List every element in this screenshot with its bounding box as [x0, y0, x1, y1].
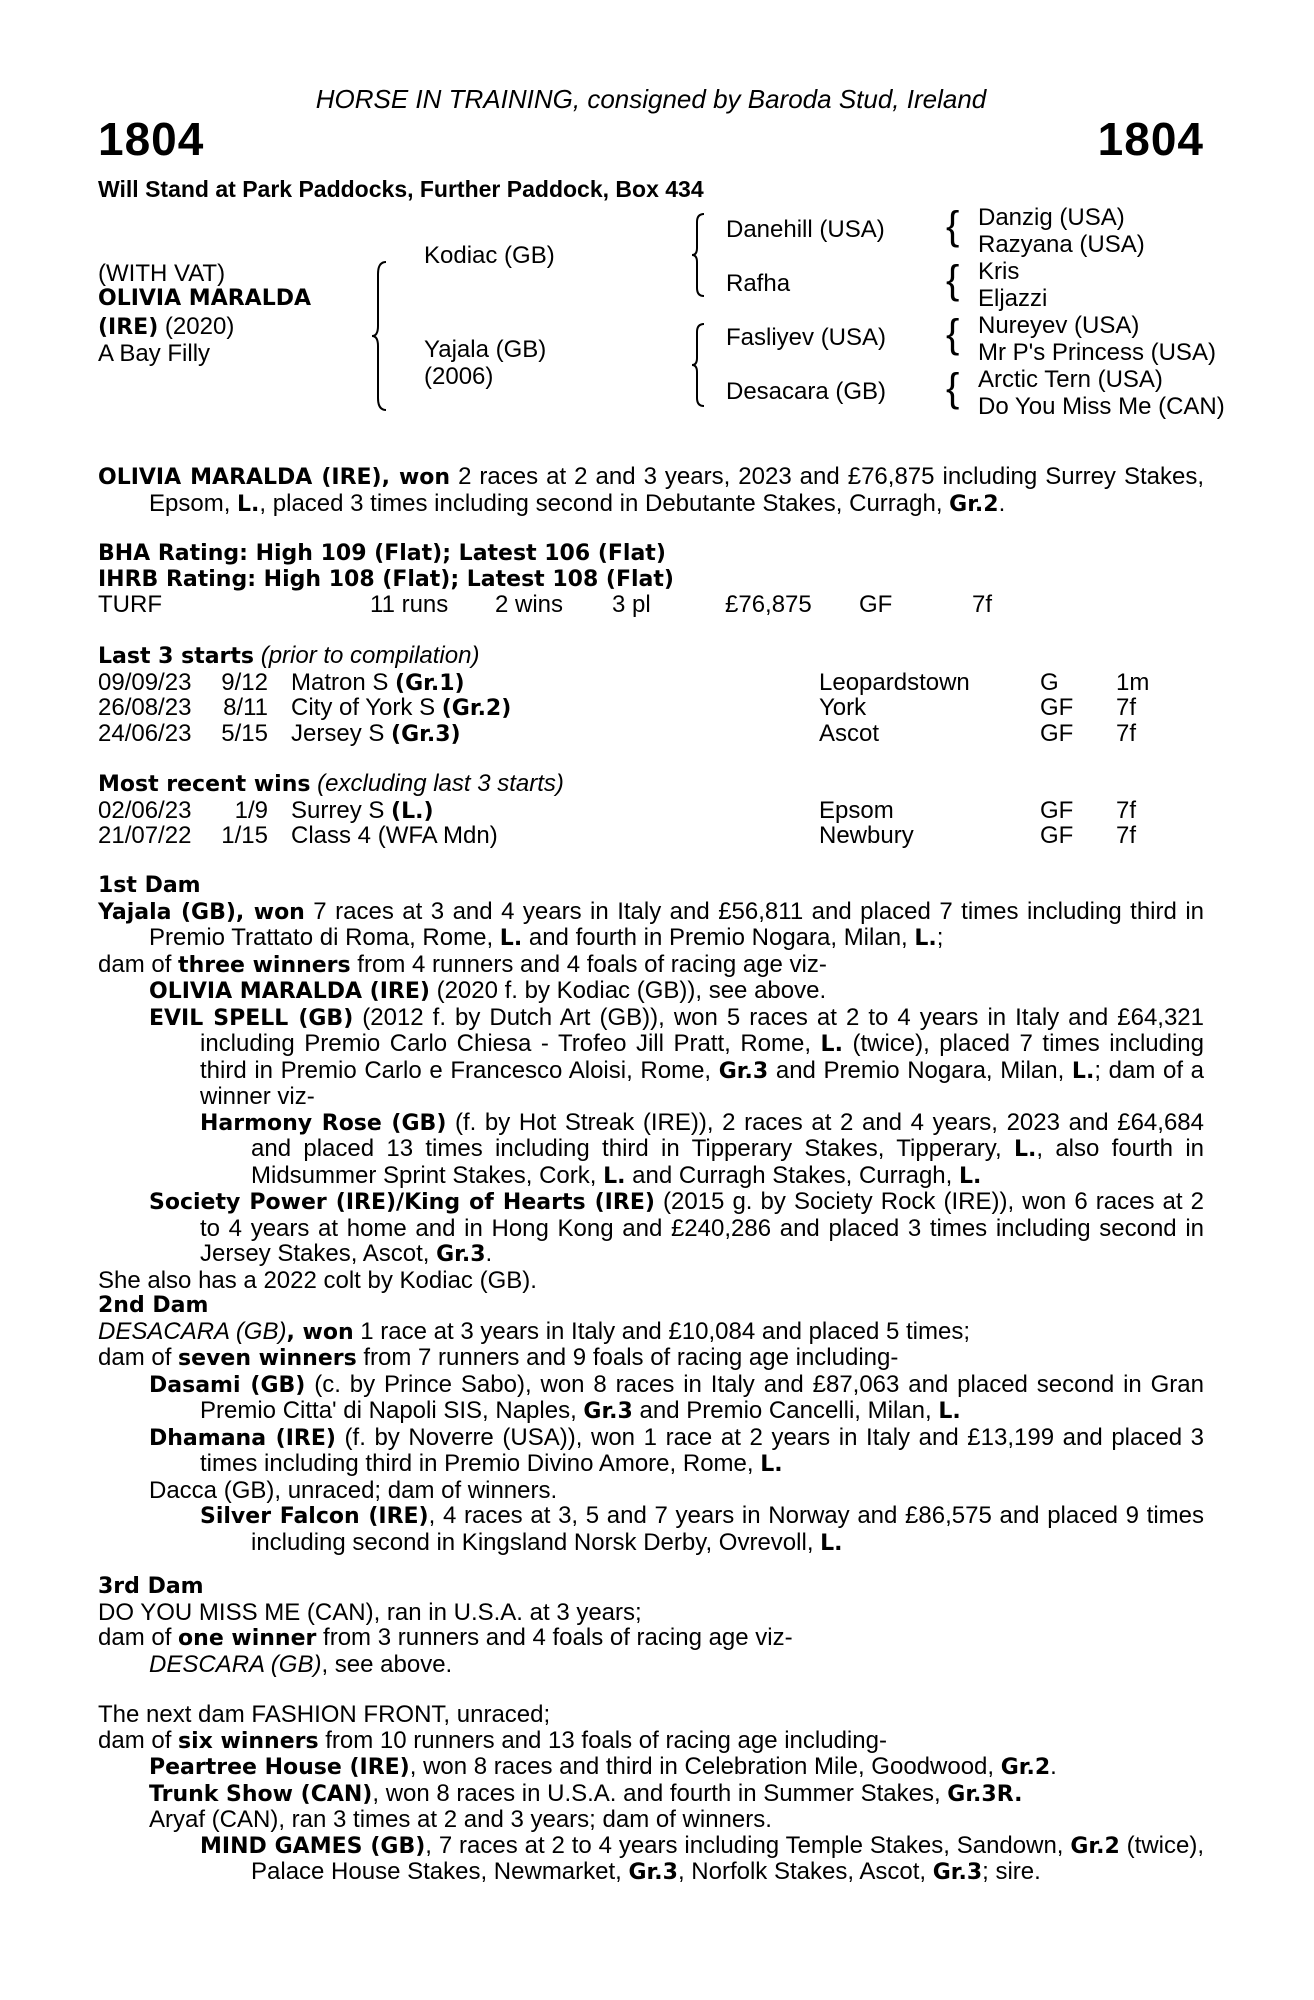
second-dam-produce: dam of seven winners from 7 runners and 9 foals of racing age including-	[98, 1344, 899, 1371]
last-start-dist: 1m	[1116, 668, 1150, 696]
ggp-1: Danzig (USA)	[978, 204, 1125, 231]
last-start-dist: 7f	[1116, 719, 1137, 747]
horse-name-line2: (IRE) (2020)	[98, 313, 235, 340]
third-dam-section: 3rd Dam DO YOU MISS ME (CAN), ran in U.S.A. at 3 years; dam of one winner from 3 runners and 4 foals of racing age viz- DESCARA (GB), see above.	[98, 1574, 1204, 1677]
brace-g2: {	[946, 258, 960, 302]
second-dam-heading: 2nd Dam	[98, 1293, 209, 1318]
dam-dam: Desacara (GB)	[726, 378, 887, 405]
last-start-course: Ascot	[819, 719, 880, 747]
stand-location: Will Stand at Park Paddocks, Further Paddock, Box 434	[98, 176, 704, 202]
pedigree-chart	[98, 204, 1225, 426]
last-start-date: 26/08/23	[98, 694, 192, 721]
first-dam-produce: dam of three winners from 4 runners and 4 foals of racing age viz-	[98, 950, 827, 978]
ggp-2: Razyana (USA)	[978, 231, 1145, 258]
race-summary: OLIVIA MARALDA (IRE), won 2 races at 2 and 3 years, 2023 and £76,875 including Surrey Stakes, Epsom, L., placed 3 times including second in Debutante Stakes, Curragh, Gr.2.	[98, 463, 1204, 517]
next-dam-produce: dam of six winners from 10 runners and 13 foals of racing age including-	[98, 1726, 887, 1754]
sire: Kodiac (GB)	[424, 242, 555, 269]
ggp-3: Kris	[978, 258, 1020, 285]
produce-note: She also has a 2022 colt by Kodiac (GB).	[98, 1266, 537, 1294]
ggp-5: Nureyev (USA)	[978, 312, 1140, 339]
last-3-starts: Last 3 starts (prior to compilation) 09/09/23 9/12 Matron S (Gr.1) Leopardstown G 1m 26/08/23 8/11 City of York S (Gr.2) York GF 7f 24/06/23 5/15 Jersey S (Gr.3) Ascot GF 7f	[98, 643, 1204, 746]
recent-win-pos: 1/9	[234, 796, 268, 824]
produce-harmony-rose: Harmony Rose (GB) (f. by Hot Streak (IRE)), 2 races at 2 and 4 years, 2023 and £64,684 and placed 13 times including third in Tipperary Stakes, Tipperary, L., also fourth in Midsummer Sprint Stakes, Cork, L. and Curragh Stakes, Curragh, L.	[200, 1108, 1205, 1189]
last-start-pos: 8/11	[223, 694, 268, 721]
last-start-dist: 7f	[1116, 694, 1137, 721]
last-start-going: G	[1040, 668, 1059, 696]
recent-win-race: Surrey S (L.)	[291, 796, 434, 824]
last-start-pos: 5/15	[221, 719, 268, 747]
next-dam-section	[98, 1702, 1204, 1886]
produce-aryaf: Aryaf (CAN), ran 3 times at 2 and 3 years; dam of winners.	[149, 1806, 772, 1833]
ggp-4: Eljazzi	[978, 285, 1048, 312]
catalogue-page	[98, 0, 1225, 2000]
last-start-date: 09/09/23	[98, 668, 192, 696]
third-dam-produce: dam of one winner from 3 runners and 4 foals of racing age viz-	[98, 1624, 793, 1651]
last-start-row	[98, 695, 1204, 721]
recent-win-race: Class 4 (WFA Mdn)	[291, 822, 498, 849]
recent-win-row	[98, 823, 1204, 849]
produce-olivia: OLIVIA MARALDA (IRE) (2020 f. by Kodiac (GB)), see above.	[149, 977, 827, 1004]
produce-trunk-show: Trunk Show (CAN), won 8 races in U.S.A. and fourth in Summer Stakes, Gr.3R.	[149, 1779, 1023, 1807]
recent-win-going: GF	[1040, 822, 1074, 849]
recent-win-pos: 1/15	[221, 822, 268, 849]
recent-win-row	[98, 798, 1204, 824]
produce-evil-spell: EVIL SPELL (GB) (2012 f. by Dutch Art (GB)), won 5 races at 2 to 4 years in Italy and £64,321 including Premio Carlo Chiesa - Trofeo Jill Pratt, Rome, L. (twice), placed 7 times including third in Premio Carlo e Francesco Aloisi, Rome, Gr.3 and Premio Nogara, Milan, L.; dam of a winner viz-	[149, 1003, 1205, 1110]
third-dam-record: DO YOU MISS ME (CAN), ran in U.S.A. at 3 years;	[98, 1598, 642, 1626]
vat-label: (WITH VAT)	[98, 260, 226, 287]
horse-description: A Bay Filly	[98, 340, 211, 367]
dam-sire: Fasliyev (USA)	[726, 324, 887, 351]
ihrb-rating: IHRB Rating: High 108 (Flat); Latest 108 (Flat)	[98, 566, 674, 592]
produce-dasami: Dasami (GB) (c. by Prince Sabo), won 8 races in Italy and £87,063 and placed second in Gran Premio Citta' di Napoli SIS, Naples, Gr.3 and Premio Cancelli, Milan, L.	[149, 1370, 1204, 1424]
recent-win-date: 02/06/23	[98, 796, 192, 824]
last-start-course: York	[819, 694, 867, 721]
ratings	[98, 541, 1204, 618]
last-start-going: GF	[1040, 694, 1074, 721]
first-dam-section	[98, 873, 1204, 1293]
brace-g1: {	[946, 204, 960, 248]
pedigree-brace-main	[370, 260, 390, 412]
most-recent-wins: Most recent wins (excluding last 3 starts) 02/06/23 1/9 Surrey S (L.) Epsom GF 7f 21/07/22 1/15 Class 4 (WFA Mdn) Newbury GF 7f	[98, 771, 1204, 849]
ggp-7: Arctic Tern (USA)	[978, 366, 1163, 393]
recent-win-course: Newbury	[819, 822, 914, 849]
recent-win-dist: 7f	[1116, 796, 1137, 824]
last-start-race: Matron S (Gr.1)	[291, 668, 465, 696]
recent-win-dist: 7f	[1116, 822, 1137, 849]
last-start-date: 24/06/23	[98, 719, 192, 747]
third-dam-heading: 3rd Dam	[98, 1574, 204, 1599]
brace-sire	[690, 212, 708, 298]
last-start-row	[98, 670, 1204, 696]
produce-mind-games: MIND GAMES (GB), 7 races at 2 to 4 years including Temple Stakes, Sandown, Gr.2 (twice), Palace House Stakes, Newmarket, Gr.3, Norfolk Stakes, Ascot, Gr.3; sire.	[200, 1831, 1205, 1885]
bha-rating: BHA Rating: High 109 (Flat); Latest 106 (Flat)	[98, 541, 666, 566]
recent-win-going: GF	[1040, 796, 1074, 824]
next-dam-record: The next dam FASHION FRONT, unraced;	[98, 1701, 551, 1728]
last-start-going: GF	[1040, 719, 1074, 747]
last-start-course: Leopardstown	[819, 668, 970, 696]
sire-dam: Rafha	[726, 270, 791, 297]
last-start-race: City of York S (Gr.2)	[291, 694, 512, 721]
last-start-race: Jersey S (Gr.3)	[291, 719, 461, 747]
lot-number-left: 1804	[98, 113, 205, 165]
dam-year: (2006)	[424, 363, 494, 390]
produce-society-power: Society Power (IRE)/King of Hearts (IRE) (2015 g. by Society Rock (IRE)), won 6 races at 2 to 4 years at home and in Hong Kong and £240,286 and placed 3 times including second in Jersey Stakes, Ascot, Gr.3.	[149, 1188, 1204, 1267]
produce-dhamana: Dhamana (IRE) (f. by Noverre (USA)), won 1 race at 2 years in Italy and £13,199 and placed 3 times including third in Premio Divino Amore, Rome, L.	[149, 1423, 1204, 1477]
horse-name: OLIVIA MARALDA	[98, 286, 311, 311]
ggp-8: Do You Miss Me (CAN)	[978, 393, 1225, 420]
consignor-line: HORSE IN TRAINING, consigned by Baroda Stud, Ireland	[315, 84, 987, 114]
recent-win-date: 21/07/22	[98, 822, 192, 849]
last-start-pos: 9/12	[221, 668, 268, 696]
sire-sire: Danehill (USA)	[726, 216, 885, 243]
lot-number-right: 1804	[1097, 113, 1204, 165]
produce-silver-falcon: Silver Falcon (IRE), 4 races at 3, 5 and 7 years in Norway and £86,575 and placed 9 times including second in Kingsland Norsk Derby, Ovrevoll, L.	[200, 1502, 1204, 1556]
produce-peartree-house: Peartree House (IRE), won 8 races and third in Celebration Mile, Goodwood, Gr.2.	[149, 1753, 1057, 1780]
ggp-6: Mr P's Princess (USA)	[978, 339, 1216, 366]
turf-record: TURF 11 runs 2 wins 3 pl £76,875 GF 7f	[98, 591, 993, 618]
second-dam-record: DESACARA (GB), won 1 race at 3 years in Italy and £10,084 and placed 5 times;	[98, 1317, 970, 1345]
brace-dam	[690, 322, 708, 408]
first-dam-record: Yajala (GB), won 7 races at 3 and 4 years in Italy and £56,811 and placed 7 times including third in Premio Trattato di Roma, Rome, L. and fourth in Premio Nogara, Milan, L.;	[98, 897, 1204, 951]
recent-win-course: Epsom	[819, 796, 894, 824]
produce-dacca: Dacca (GB), unraced; dam of winners.	[149, 1476, 558, 1504]
second-dam-section	[98, 1293, 1204, 1556]
dam: Yajala (GB)	[424, 336, 547, 363]
brace-g3: {	[946, 312, 960, 356]
last-start-row	[98, 721, 1204, 747]
brace-g4: {	[946, 366, 960, 410]
first-dam-heading: 1st Dam	[98, 873, 201, 898]
